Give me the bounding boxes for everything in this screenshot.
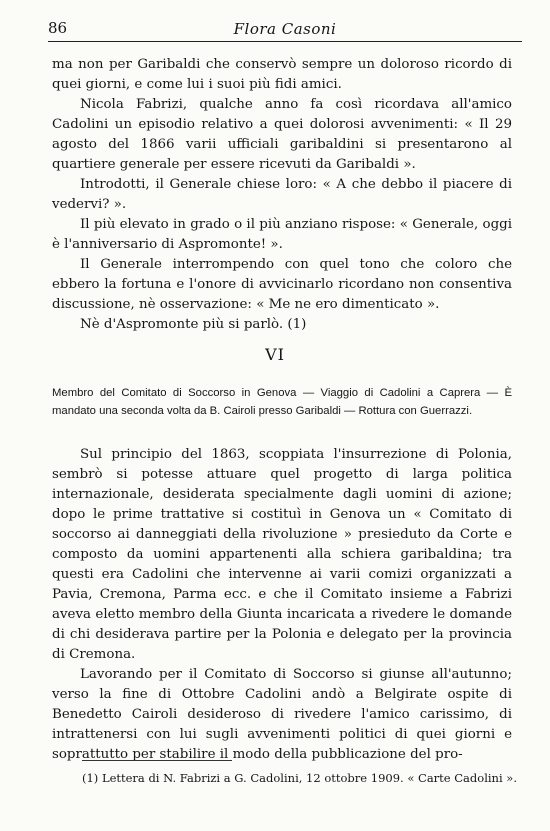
main-text-block — [52, 445, 512, 765]
top-text-block — [52, 55, 512, 335]
paragraph: Nè d'Aspromonte più si parlò. (1) — [80, 317, 307, 332]
paragraph: Nicola Fabrizi, qualche anno fa così ricordava all'amico Cadolini un episodio relativo a quei dolorosi avvenimenti: « Il 29 agosto del 1866 varii ufficiali garibaldini si presentarono al quartiere generale per essere ricevuti da Garibaldi ». — [52, 97, 512, 172]
page-number: 86 — [48, 19, 68, 37]
paragraph: Il più elevato in grado o il più anziano rispose: « Generale, oggi è l'anniversario di Aspromonte! ». — [52, 217, 512, 252]
page-header — [48, 19, 522, 42]
paragraph: Il Generale interrompendo con quel tono che coloro che ebbero la fortuna e l'onore di avvicinarlo ricordano non consentiva discussione, nè osservazione: « Me ne ero dimenticato ». — [52, 257, 512, 312]
footnote: (1) Lettera di N. Fabrizi a G. Cadolini, 12 ottobre 1909. « Carte Cadolini ». — [82, 771, 517, 785]
paragraph: Introdotti, il Generale chiese loro: « A che debbo il piacere di vedervi? ». — [52, 177, 512, 212]
paragraph: Lavorando per il Comitato di Soccorso si giunse all'autunno; verso la fine di Ottobre Cadolini andò a Belgirate ospite di Benedetto Cairoli desideroso di rivedere l'amico carissimo, di intrattenersi con lui sugli avvenimenti politici di quei giorni e soprattutto per stabilire il modo della pubblicazione del pro- — [52, 667, 512, 762]
chapter-number: VI — [265, 345, 285, 364]
paragraph: ma non per Garibaldi che conservò sempre un doloroso ricordo di quei giorni, e come lui i suoi più fidi amici. — [52, 57, 512, 92]
footnote-divider — [82, 760, 232, 761]
paragraph: Sul principio del 1863, scoppiata l'insurrezione di Polonia, sembrò si potesse attuare quel progetto di larga politica internazionale, desiderata specialmente dagli uomini di azione; dopo le prime trattative si costituì in Genova un « Comitato di soccorso ai danneggiati della rivoluzione » presieduto da Corte e composto da uomini appartenenti alla schiera garibaldina; tra questi era Cadolini che intervenne ai varii comizi organizzati a Pavia, Cremona, Parma ecc. e che il Comitato insieme a Fabrizi aveva eletto membro della Giunta incaricata a rivedere le domande di chi desiderava partire per la Polonia e delegato per la provincia di Cremona. — [52, 447, 512, 662]
chapter-summary: Membro del Comitato di Soccorso in Genova — Viaggio di Cadolini a Caprera — È mandato una seconda volta da B. Cairoli presso Garibaldi — Rottura con Guerrazzi. — [52, 387, 512, 417]
running-title: Flora Casoni — [233, 20, 337, 38]
